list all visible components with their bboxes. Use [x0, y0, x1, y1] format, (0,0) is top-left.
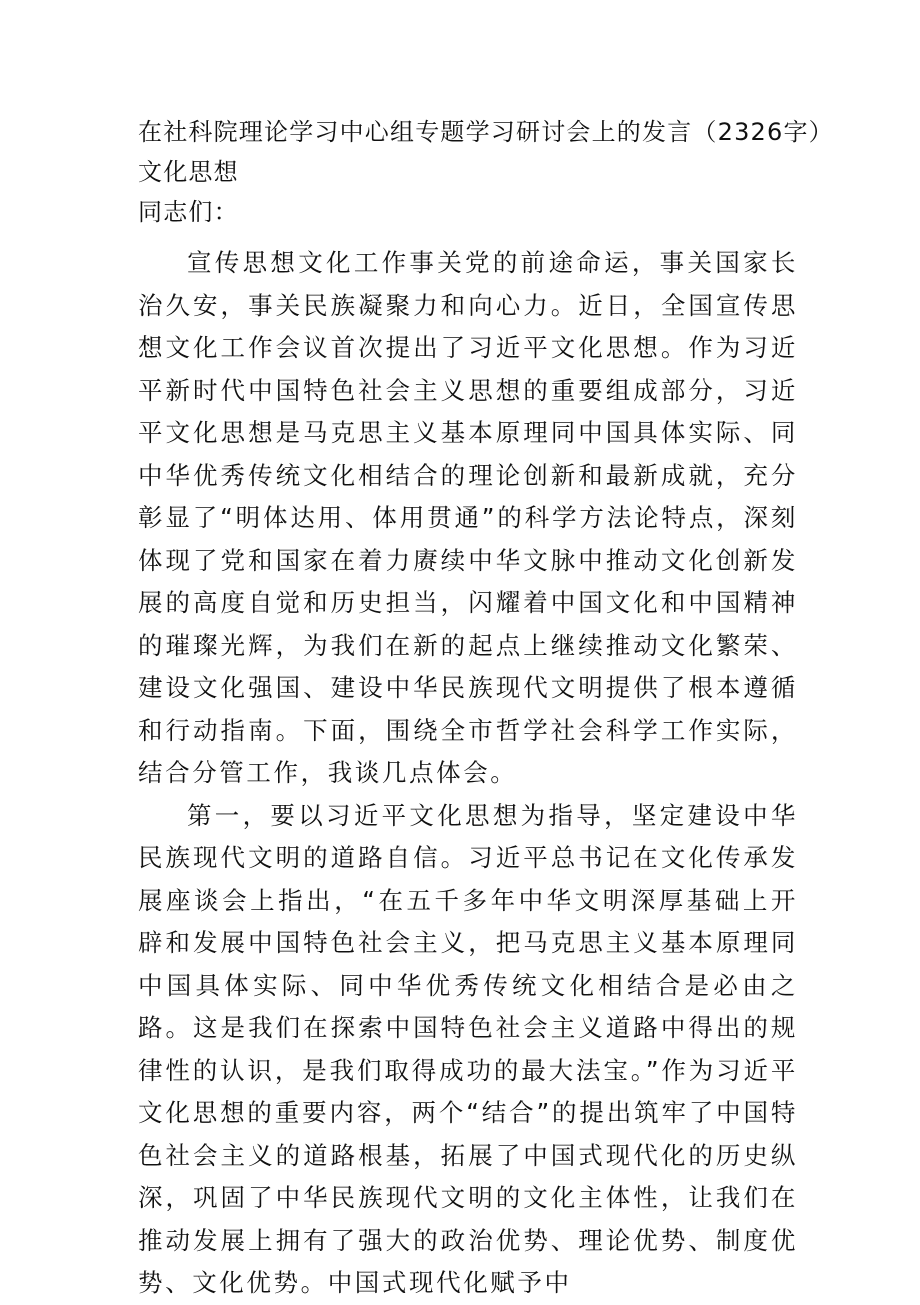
document-subtitle: 文化思想: [138, 158, 239, 186]
salutation: 同志们：: [138, 198, 239, 226]
document-title: 在社科院理论学习中心组专题学习研讨会上的发言（2326字）: [138, 118, 834, 146]
document-body: [138, 242, 798, 1305]
body-paragraph-first-point: 第一，要以习近平文化思想为指导，坚定建设中华民族现代文明的道路自信。习近平总书记在文化传承发展座谈会上指出，“在五千多年中华文明深厚基础上开辟和发展中国特色社会主义，把马克思主义基本原理同中国具体实际、同中华优秀传统文化相结合是必由之路。这是我们在探索中国特色社会主义道路中得出的规律性的认识，是我们取得成功的最大法宝。”作为习近平文化思想的重要内容，两个“结合”的提出筑牢了中国特色社会主义的道路根基，拓展了中国式现代化的历史纵深，巩固了中华民族现代文明的文化主体性，让我们在推动发展上拥有了强大的政治优势、理论优势、制度优势、文化优势。中国式现代化赋予中: [138, 800, 798, 1297]
document-header: [138, 112, 838, 232]
body-paragraph-intro: 宣传思想文化工作事关党的前途命运，事关国家长治久安，事关民族凝聚力和向心力。近日，全国宣传思想文化工作会议首次提出了习近平文化思想。作为习近平新时代中国特色社会主义思想的重要组成部分，习近平文化思想是马克思主义基本原理同中国具体实际、同中华优秀传统文化相结合的理论创新和最新成就，充分彰显了“明体达用、体用贯通”的科学方法论特点，深刻体现了党和国家在着力赓续中华文脉中推动文化创新发展的高度自觉和历史担当，闪耀着中国文化和中国精神的璀璨光辉，为我们在新的起点上继续推动文化繁荣、建设文化强国、建设中华民族现代文明提供了根本遵循和行动指南。下面，围绕全市哲学社会科学工作实际，结合分管工作，我谈几点体会。: [138, 248, 798, 787]
